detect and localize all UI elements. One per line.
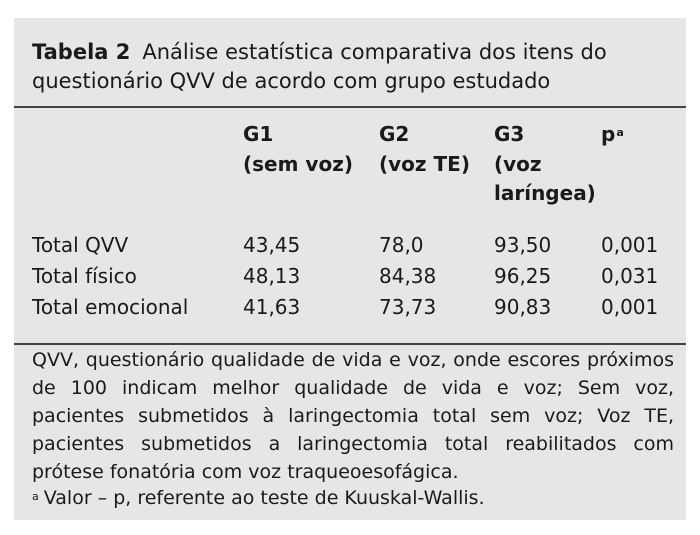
- column-header-g3: [494, 120, 596, 209]
- table-footnote-a: [32, 484, 485, 512]
- table-title-line1: Análise estatística comparativa dos itens do: [142, 40, 607, 64]
- column-header-g3-line1: G3: [494, 122, 525, 146]
- table-cell: 48,13: [243, 264, 301, 288]
- row-label-total-emocional: Total emocional: [32, 295, 189, 319]
- table-label: Tabela 2: [32, 40, 131, 64]
- table-cell: 90,83: [494, 295, 552, 319]
- column-header-g1-line1: G1: [243, 122, 274, 146]
- table-cell: 93,50: [494, 233, 552, 257]
- table-caption: [32, 38, 672, 96]
- footnote-a-text: Valor – p, referente ao teste de Kuuskal-Wallis.: [43, 487, 485, 509]
- column-header-g2-line2: (voz TE): [379, 151, 470, 176]
- table-panel: [14, 18, 686, 520]
- column-header-g2: [379, 120, 470, 179]
- table-footnote: QVV, questionário qualidade de vida e voz, onde escores próximos de 100 indicam melhor qualidade de vida e voz; Sem voz, pacientes submetidos à laringectomia total sem voz; Voz TE, pacientes submetidos a laringectomia total reabilitados com prótese fonatória com voz traqueoesofágica.: [32, 349, 674, 483]
- row-label-total-fisico: Total físico: [32, 264, 137, 288]
- column-header-p-sup: a: [616, 126, 624, 139]
- column-header-g3-line2: (voz: [494, 151, 542, 176]
- column-header-g1: [243, 120, 353, 179]
- table-cell: 0,001: [601, 233, 659, 257]
- column-header-p-label: p: [601, 122, 616, 146]
- table-cell: 43,45: [243, 233, 301, 257]
- row-label-total-qvv: Total QVV: [32, 233, 129, 257]
- table-cell: 96,25: [494, 264, 552, 288]
- table-cell: 41,63: [243, 295, 301, 319]
- header-rule: [14, 106, 686, 108]
- column-header-p: [601, 120, 624, 150]
- column-header-g1-line2: (sem voz): [243, 151, 353, 176]
- table-cell: 78,0: [379, 233, 424, 257]
- table-cell: 0,001: [601, 295, 659, 319]
- table-title-line2: questionário QVV de acordo com grupo estudado: [32, 69, 551, 93]
- footer-rule: [14, 343, 686, 345]
- table-cell: 84,38: [379, 264, 437, 288]
- column-header-g2-line1: G2: [379, 122, 410, 146]
- table-cell: 0,031: [601, 264, 659, 288]
- footnote-a-marker: a: [32, 490, 39, 503]
- column-header-g3-line3: laríngea): [494, 181, 596, 205]
- table-cell: 73,73: [379, 295, 437, 319]
